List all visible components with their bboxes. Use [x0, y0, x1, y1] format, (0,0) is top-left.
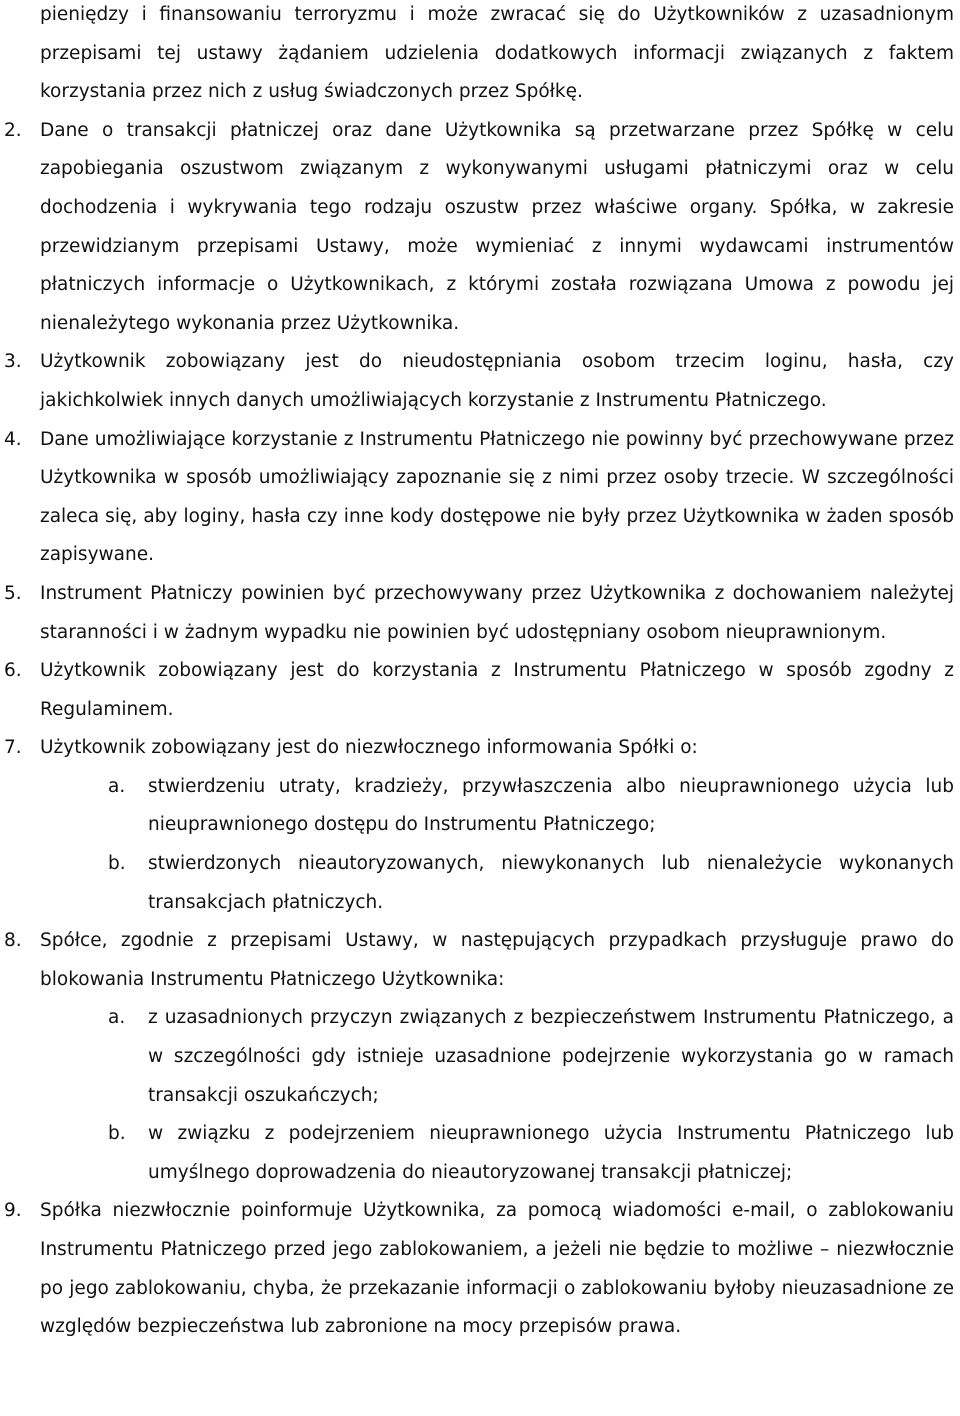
sub-item-7b [108, 845, 954, 922]
item-text: Użytkownik zobowiązany jest do nieudostępniania osobom trzecim loginu, hasła, czy jakichkolwiek innych danych umożliwiających korzystanie z Instrumentu Płatniczego. [40, 351, 954, 411]
list-item-7 [4, 729, 954, 768]
item-number: 7. [4, 737, 22, 759]
sub-item-letter: b. [108, 1123, 126, 1145]
sub-item-text: stwierdzeniu utraty, kradzieży, przywłaszczenia albo nieuprawnionego użycia lub nieuprawnionego dostępu do Instrumentu Płatniczego; [148, 775, 954, 836]
item-text: Spółka niezwłocznie poinformuje Użytkownika, za pomocą wiadomości e-mail, o zablokowaniu Instrumentu Płatniczego przed jego zablokowaniem, a jeżeli nie będzie to możliwe – niezwłocznie po jego zablokowaniu, chyba, że przekazanie informacji o zablokowaniu byłoby nieuzasadnione ze względów bezpieczeństwa lub zabronione na mocy przepisów prawa. [40, 1200, 954, 1338]
item-number: 9. [4, 1200, 22, 1222]
item-text: Dane o transakcji płatniczej oraz dane Użytkownika są przetwarzane przez Spółkę w celu zapobiegania oszustwom związanym z wykonywanymi usługami płatniczymi oraz w celu dochodzenia i wykrywania tego rodzaju oszustw przez właściwe organy. Spółka, w zakresie przewidzianym przepisami Ustawy, może wymieniać z innymi wydawcami instrumentów płatniczych informacje o Użytkownikach, z którymi została rozwiązana Umowa z powodu jej nienależytego wykonania przez Użytkownika. [40, 119, 954, 334]
item-number: 6. [4, 660, 22, 682]
list-item-4 [4, 421, 954, 575]
list-item-6 [4, 652, 954, 729]
list-item-9 [4, 1192, 954, 1346]
sub-item-8b [108, 1115, 954, 1192]
item-number: 8. [4, 930, 22, 952]
sub-item-7a [108, 768, 954, 845]
sub-item-letter: a. [108, 775, 126, 797]
item-number: 5. [4, 582, 22, 604]
item-text: Dane umożliwiające korzystanie z Instrumentu Płatniczego nie powinny być przechowywane przez Użytkownika w sposób umożliwiający zapoznanie się z nimi przez osoby trzecie. W szczególności zaleca się, aby loginy, hasła czy inne kody dostępowe nie były przez Użytkownika w żaden sposób zapisywane. [40, 428, 954, 566]
sub-item-text: stwierdzonych nieautoryzowanych, niewykonanych lub nienależycie wykonanych transakcjach płatniczych. [148, 853, 954, 913]
sub-item-text: z uzasadnionych przyczyn związanych z bezpieczeństwem Instrumentu Płatniczego, a w szczególności gdy istnieje uzasadnione podejrzenie wykorzystania go w ramach transakcji oszukańczych; [148, 1007, 954, 1106]
item-number: 3. [4, 351, 22, 373]
sub-item-8a [108, 999, 954, 1115]
item-text: Użytkownik zobowiązany jest do korzystania z Instrumentu Płatniczego w sposób zgodny z Regulaminem. [40, 660, 954, 720]
item-number: 4. [4, 428, 22, 450]
intro-paragraph: pieniędzy i finansowaniu terroryzmu i może zwracać się do Użytkowników z uzasadnionym przepisami tej ustawy żądaniem udzielenia dodatkowych informacji związanych z faktem korzystania przez nich z usług świadczonych przez Spółkę. [40, 4, 954, 103]
list-item-5 [4, 575, 954, 652]
list-item-2 [4, 112, 954, 344]
item-text: Instrument Płatniczy powinien być przechowywany przez Użytkownika z dochowaniem należytej staranności i w żadnym wypadku nie powinien być udostępniany osobom nieuprawnionym. [40, 582, 954, 643]
item-text: Użytkownik zobowiązany jest do niezwłocznego informowania Spółki o: [40, 737, 698, 759]
list-item-3 [4, 343, 954, 420]
item-number: 2. [4, 119, 22, 141]
item-text: Spółce, zgodnie z przepisami Ustawy, w następujących przypadkach przysługuje prawo do blokowania Instrumentu Płatniczego Użytkownika: [40, 930, 954, 990]
sub-item-letter: b. [108, 853, 126, 875]
list-item-8 [4, 922, 954, 999]
sub-item-text: w związku z podejrzeniem nieuprawnionego użycia Instrumentu Płatniczego lub umyślnego doprowadzenia do nieautoryzowanej transakcji płatniczej; [148, 1123, 954, 1183]
sub-item-letter: a. [108, 1007, 126, 1029]
